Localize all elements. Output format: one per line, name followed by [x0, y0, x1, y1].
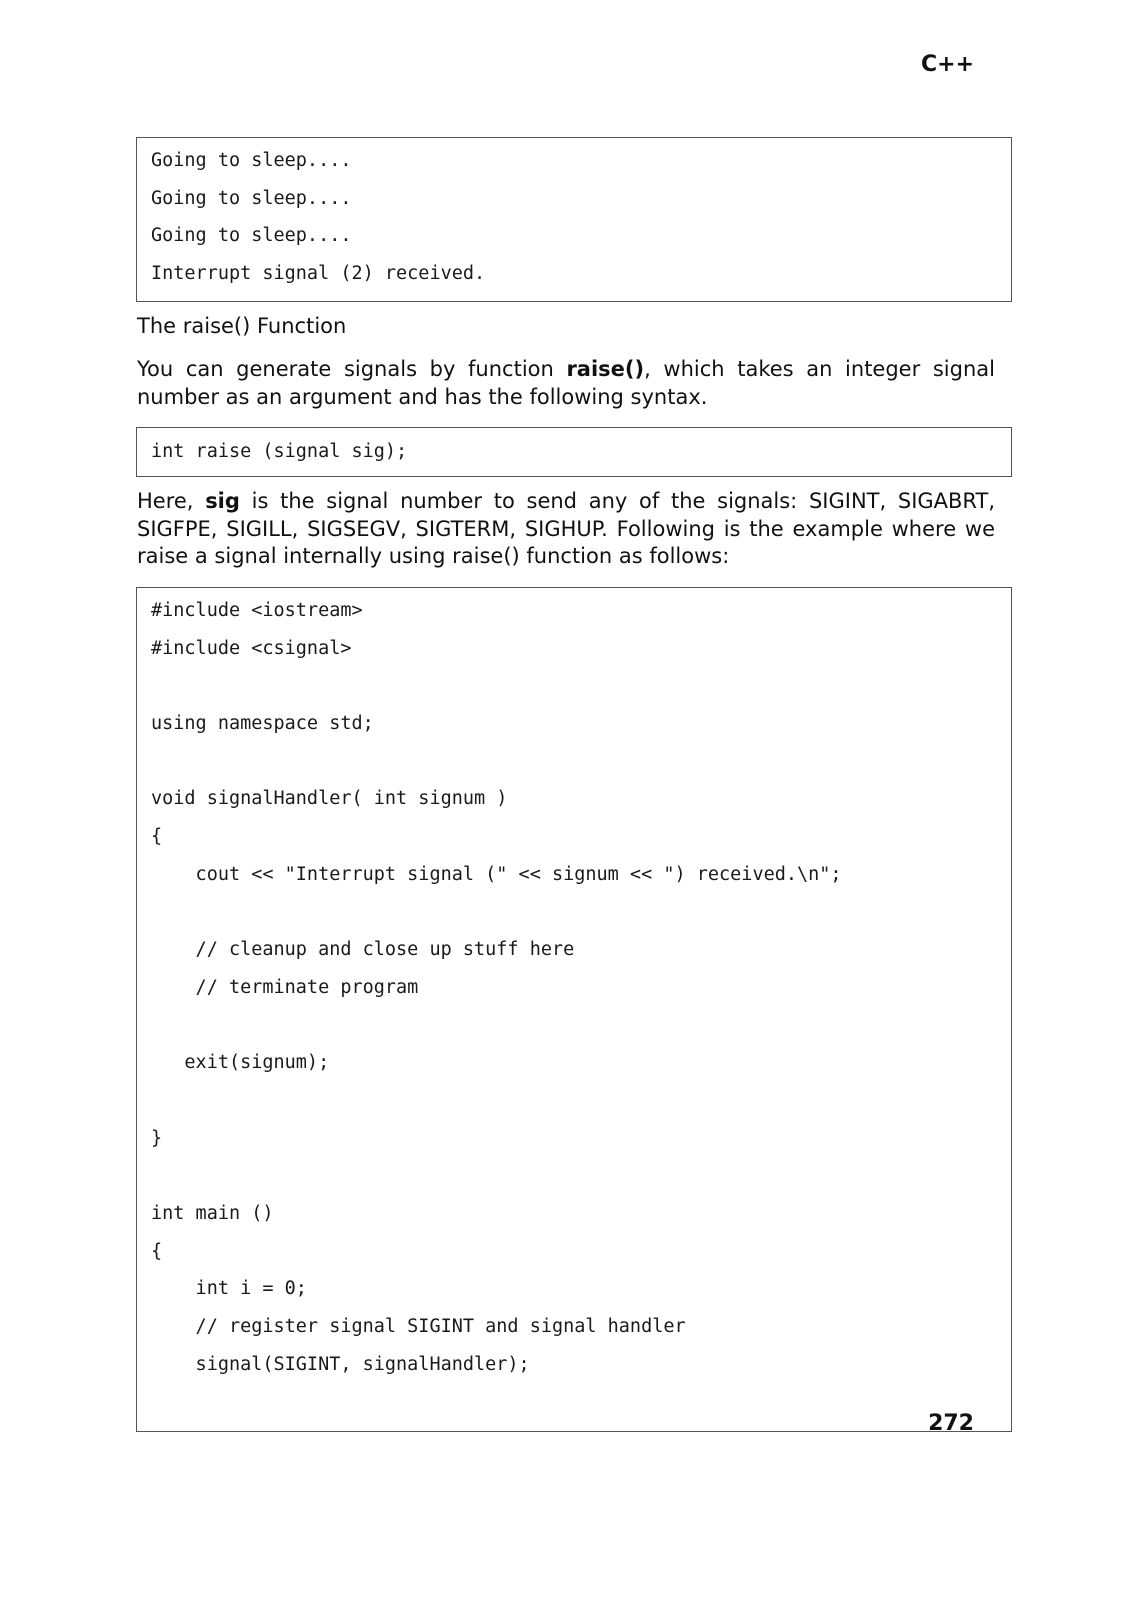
code-line	[137, 894, 1011, 932]
code-line: exit(signum);	[151, 1052, 330, 1074]
code-line: using namespace std;	[151, 713, 374, 735]
code-line	[137, 667, 1011, 705]
code-line: {	[151, 826, 163, 848]
code-line	[137, 1082, 1011, 1120]
syntax-line: int raise (signal sig);	[151, 441, 408, 462]
output-line: Going to sleep....	[151, 225, 352, 247]
code-line: signal(SIGINT, signalHandler);	[151, 1353, 530, 1375]
para2-bold-sig: sig	[205, 489, 240, 513]
code-line: // register signal SIGINT and signal handler	[151, 1316, 686, 1338]
code-line	[137, 1007, 1011, 1045]
output-line: Going to sleep....	[151, 150, 352, 171]
output-line: Interrupt signal (2) received.	[151, 263, 486, 285]
code-line: // cleanup and close up stuff here	[151, 939, 575, 961]
code-line	[137, 743, 1011, 781]
para1-bold-raise: raise()	[566, 357, 645, 381]
code-line: #include <iostream>	[151, 600, 363, 621]
program-output-block	[136, 137, 1012, 302]
code-line: cout << "Interrupt signal (" << signum << ") received.\n";	[151, 863, 842, 885]
paragraph-raise-intro	[137, 356, 995, 411]
code-line	[137, 1157, 1011, 1195]
code-line: #include <csignal>	[151, 637, 352, 659]
para2-text-before: Here,	[137, 489, 206, 513]
para1-text-after: , which takes an integer signal number as an argument and has the following syntax.	[137, 357, 995, 409]
code-line: // terminate program	[151, 976, 419, 998]
page-number: 272	[928, 1411, 974, 1436]
example-code-block	[136, 587, 1012, 1432]
code-line: {	[151, 1240, 163, 1262]
para1-text-before: You can generate signals by function	[137, 357, 567, 381]
page-header-title: C++	[920, 52, 974, 77]
code-line: int main ()	[151, 1203, 274, 1224]
syntax-code-block	[136, 427, 1012, 477]
section-title: The raise() Function	[137, 314, 347, 338]
paragraph-sig-description	[137, 488, 995, 571]
code-line: }	[151, 1127, 163, 1149]
para2-text-after: is the signal number to send any of the signals: SIGINT, SIGABRT, SIGFPE, SIGILL, SIGSEGV, SIGTERM, SIGHUP. Following is the example where we raise a signal internally using raise() function as follows:	[137, 489, 995, 568]
code-line: void signalHandler( int signum )	[151, 788, 508, 810]
output-line: Going to sleep....	[151, 187, 352, 209]
code-line: int i = 0;	[151, 1278, 307, 1300]
